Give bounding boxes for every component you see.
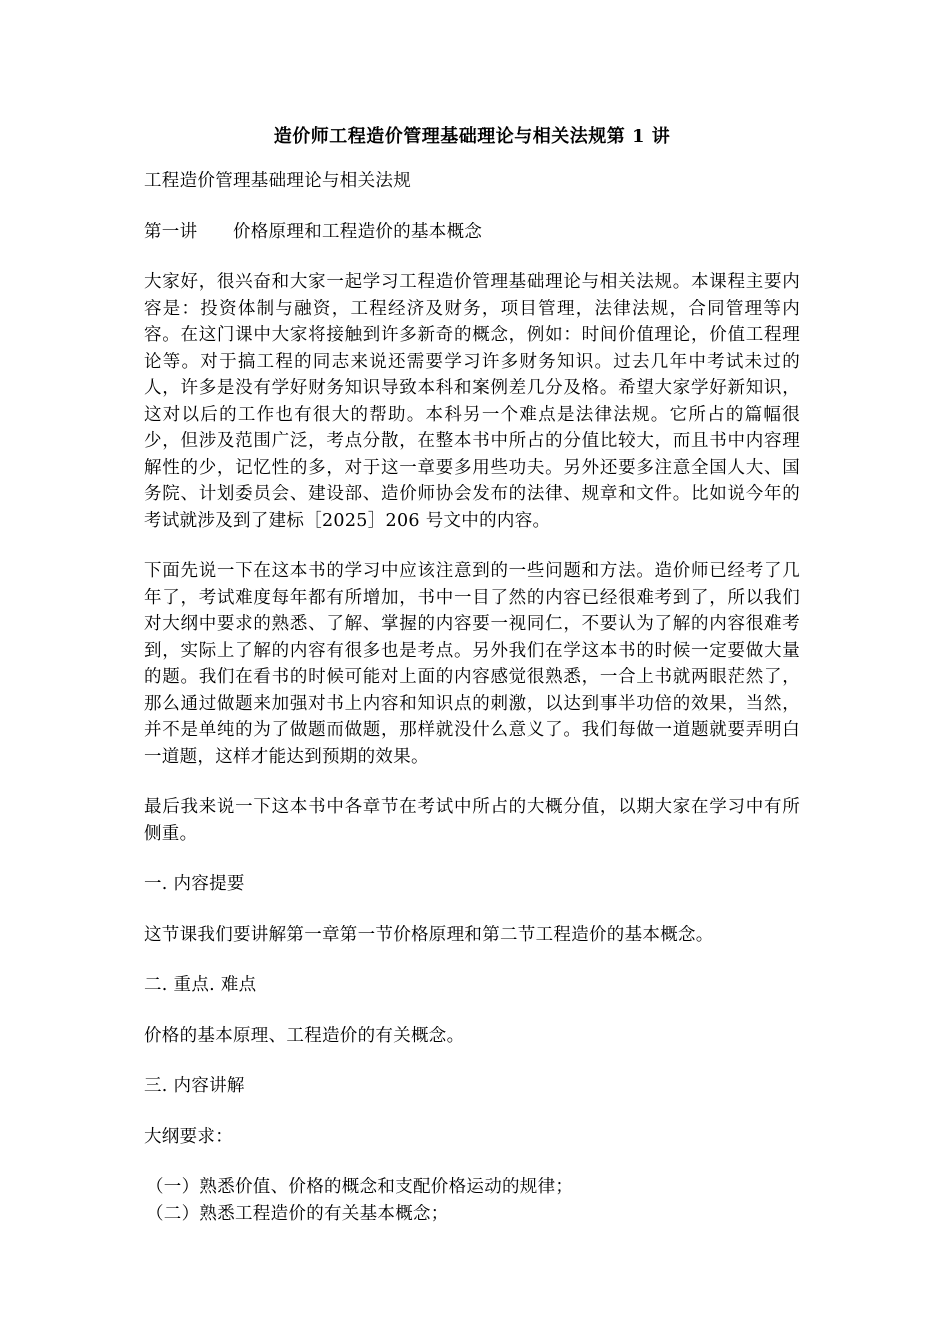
outline-item-1: （一）熟悉价值、价格的概念和支配价格运动的规律； — [146, 1177, 574, 1197]
score-distribution-paragraph: 最后我来说一下这本书中各章节在考试中所占的大概分值，以期大家在学习中有所侧重。 — [144, 797, 800, 844]
summary-text: 这节课我们要讲解第一章第一节价格原理和第二节工程造价的基本概念。 — [144, 924, 714, 945]
outline-label: 大纲要求： — [144, 1126, 233, 1147]
key-points-text: 价格的基本原理、工程造价的有关概念。 — [144, 1025, 465, 1046]
outline-item-2: （二）熟悉工程造价的有关基本概念； — [146, 1203, 449, 1224]
lecture-heading: 第一讲 价格原理和工程造价的基本概念 — [144, 221, 483, 242]
intro-paragraph: 大家好，很兴奋和大家一起学习工程造价管理基础理论与相关法规。本课程主要内容是：投资体制与融资，工程经济及财务，项目管理，法律法规，合同管理等内容。在这门课中大家将接触到许多新奇的概念，例如：时间价值理论，价值工程理论等。对于搞工程的同志来说还需要学习许多财务知识。过去几年中考试未过的人，许多是没有学好财务知识导致本科和案例差几分及格。希望大家学好新知识，这对以后的工作也有很大的帮助。本科另一个难点是法律法规。它所占的篇幅很少，但涉及范围广泛，考点分散，在整本书中所占的分值比较大，而且书中内容理解性的少，记忆性的多，对于这一章要多用些功夫。另外还要多注意全国人大、国务院、计划委员会、建设部、造价师协会发布的法律、规章和文件。比如说今年的考试就涉及到了建标［2025］206 号文中的内容。 — [144, 272, 800, 531]
document-title: 造价师工程造价管理基础理论与相关法规第 1 讲 — [273, 126, 671, 147]
document-body — [144, 124, 800, 1227]
subject-line: 工程造价管理基础理论与相关法规 — [144, 171, 411, 191]
section-heading-content: 三. 内容讲解 — [144, 1076, 245, 1096]
study-method-paragraph: 下面先说一下在这本书的学习中应该注意到的一些问题和方法。造价师已经考了几年了，考试难度每年都有所增加，书中一目了然的内容已经很难考到了，所以我们对大纲中要求的熟悉、了解、掌握的内容要一视同仁，不要认为了解的内容很难考到，实际上了解的内容有很多也是考点。另外我们在学这本书的时候一定要做大量的题。我们在看书的时候可能对上面的内容感觉很熟悉，一合上书就两眼茫然了，那么通过做题来加强对书上内容和知识点的刺激，以达到事半功倍的效果，当然，并不是单纯的为了做题而做题，那样就没什么意义了。我们每做一道题就要弄明白一道题，这样才能达到预期的效果。 — [144, 561, 800, 767]
section-heading-key-points: 二. 重点. 难点 — [144, 975, 257, 995]
section-heading-summary: 一. 内容提要 — [144, 874, 245, 894]
